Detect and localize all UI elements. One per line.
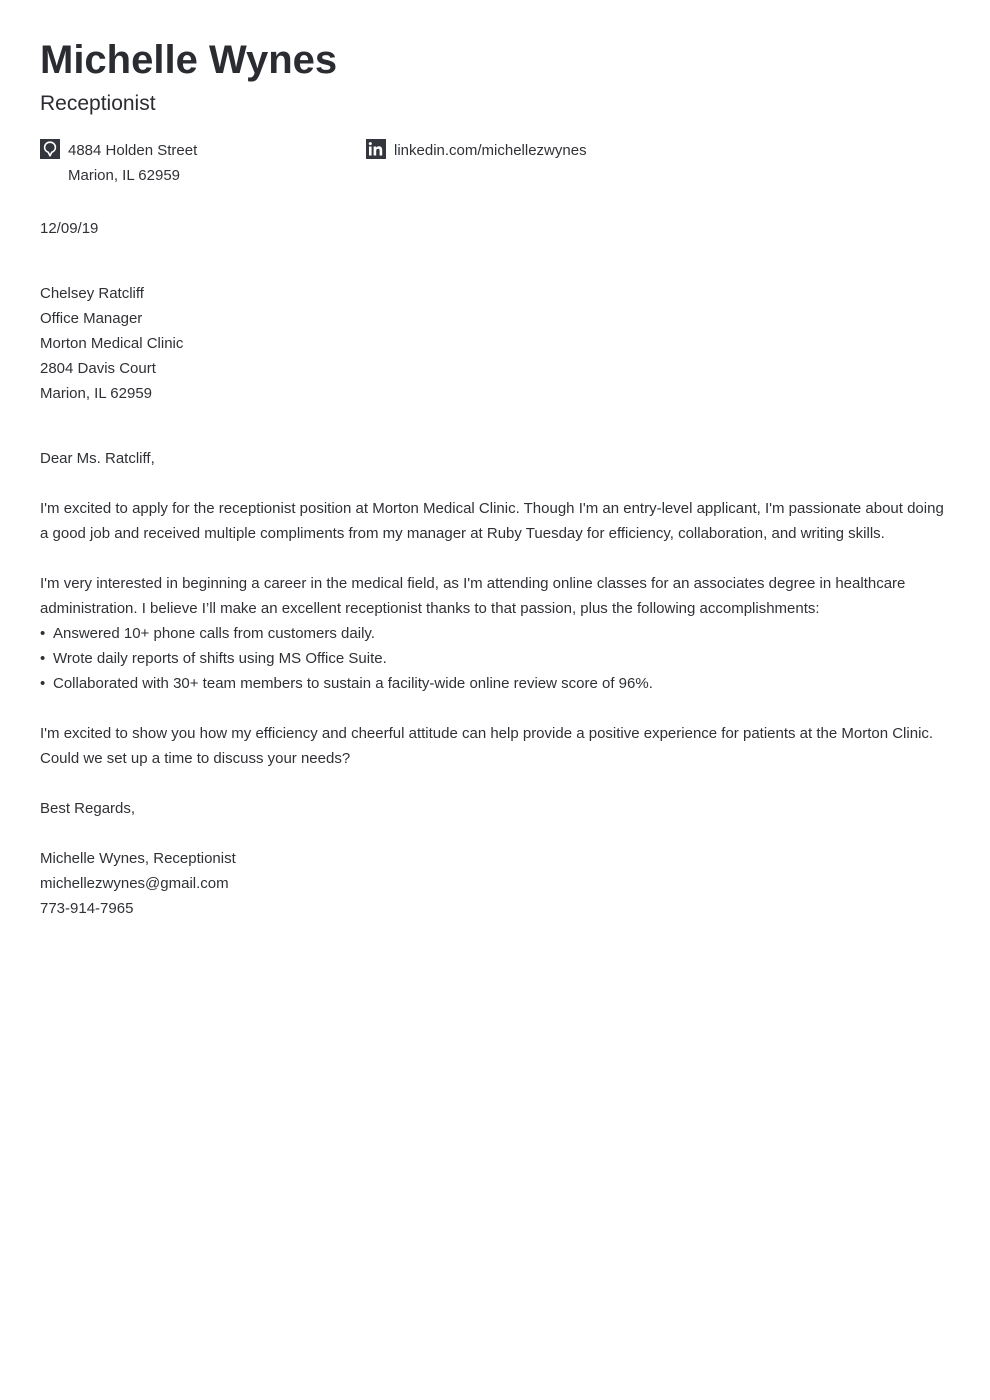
paragraph-1: I'm excited to apply for the receptionist position at Morton Medical Clinic. Though I'm an entry-level applicant, I'm passionate about doing a good job and received multiple compliments from my manager at Ruby Tuesday for efficiency, collaboration, and writing skills. (40, 500, 944, 542)
applicant-role: Receptionist (40, 92, 156, 115)
accomplishments-list (40, 621, 653, 696)
salutation: Dear Ms. Ratcliff, (40, 450, 155, 467)
recipient-street: 2804 Davis Court (40, 360, 156, 377)
closing: Best Regards, (40, 800, 136, 817)
recipient-city: Marion, IL 62959 (40, 385, 153, 402)
letter-date: 12/09/19 (40, 220, 99, 237)
recipient-block (40, 281, 183, 406)
bullet-dot-icon: • (40, 650, 46, 667)
paragraph-3: I'm excited to show you how my efficiency and cheerful attitude can help provide a positive experience for patients at the Morton Clinic. Could we set up a time to discuss your needs? (40, 725, 934, 767)
map-pin-icon (40, 139, 60, 159)
recipient-name: Chelsey Ratcliff (40, 285, 144, 302)
signature-block (40, 846, 236, 921)
signature-name: Michelle Wynes, Receptionist (40, 850, 236, 867)
recipient-title: Office Manager (40, 310, 143, 327)
linkedin-icon (366, 139, 386, 159)
address-line1: 4884 Holden Street (68, 142, 198, 159)
bullet-dot-icon: • (40, 625, 46, 642)
signature-email[interactable]: michellezwynes@gmail.com (40, 875, 229, 892)
list-item: • Answered 10+ phone calls from customers daily. (40, 621, 653, 646)
linkedin-url[interactable]: linkedin.com/michellezwynes (394, 142, 587, 159)
bullet-dot-icon: • (40, 675, 46, 692)
signature-phone: 773-914-7965 (40, 900, 134, 917)
applicant-name: Michelle Wynes (40, 38, 338, 82)
recipient-company: Morton Medical Clinic (40, 335, 184, 352)
paragraph-2: I'm very interested in beginning a career in the medical field, as I'm attending online classes for an associates degree in healthcare administration. I believe I’ll make an excellent receptionist thanks to that passion, plus the following accomplishments: (40, 575, 906, 617)
address-line2: Marion, IL 62959 (68, 167, 181, 184)
list-item: • Collaborated with 30+ team members to sustain a facility-wide online review score of 96%. (40, 671, 653, 696)
list-item: • Wrote daily reports of shifts using MS Office Suite. (40, 646, 653, 671)
